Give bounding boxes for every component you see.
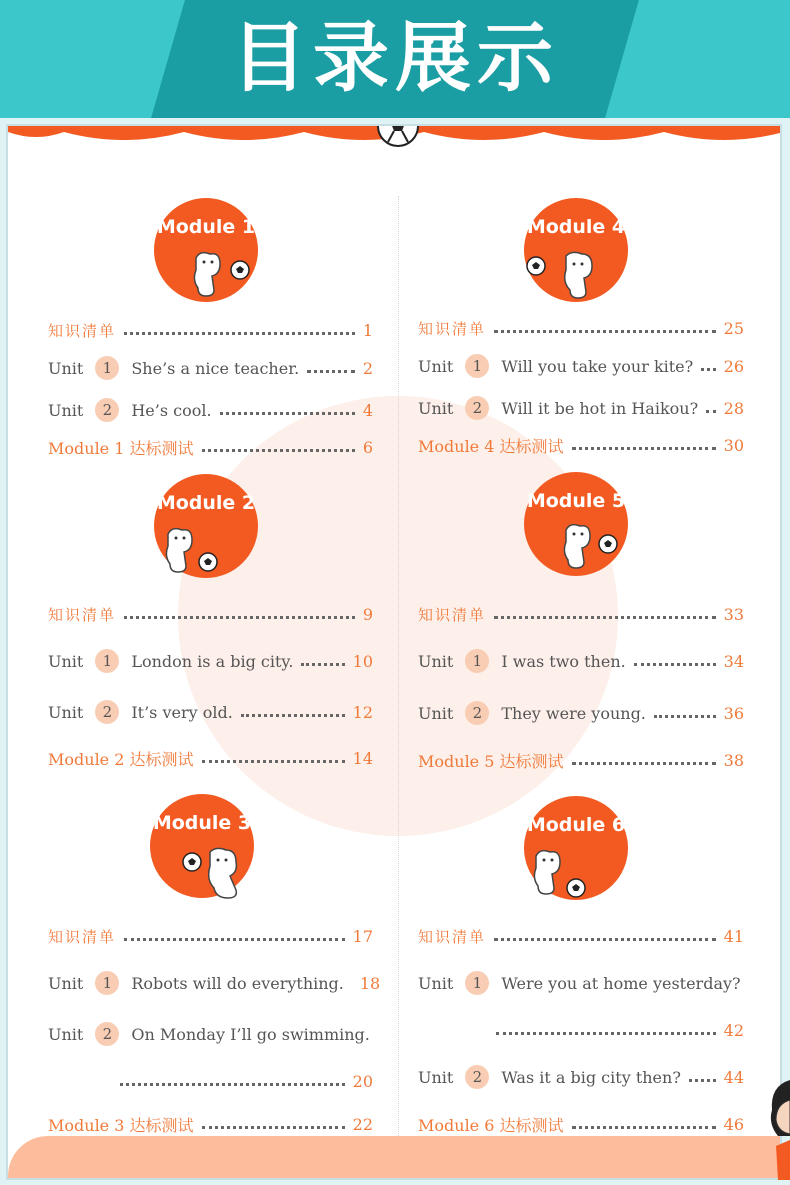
toc-row-continued[interactable]	[496, 1016, 744, 1044]
toc-row-unit[interactable]	[418, 1063, 744, 1091]
page-number: 46	[723, 1114, 744, 1134]
leader-dots	[706, 410, 715, 413]
module-badge-label: Module 3	[152, 812, 252, 834]
leader-dots	[124, 938, 345, 941]
leader-dots	[494, 616, 716, 619]
page-number: 41	[723, 926, 744, 946]
unit-label: Unit	[48, 358, 84, 378]
dino-mascot-icon	[180, 846, 256, 902]
soccer-ball-icon	[376, 124, 420, 148]
page-number: 9	[362, 604, 373, 624]
unit-number-badge: 1	[465, 649, 489, 673]
checklist-label: 知识清单	[418, 927, 487, 946]
toc-row-continued[interactable]	[120, 1067, 373, 1095]
page-number: 36	[723, 703, 744, 723]
leader-dots	[241, 714, 345, 717]
unit-number-badge: 1	[95, 356, 119, 380]
toc-row-unit[interactable]	[48, 396, 373, 424]
page-number: 6	[362, 437, 373, 457]
unit-label: Unit	[48, 973, 84, 993]
page-number: 30	[723, 435, 744, 455]
page-title: 目录展示	[231, 13, 559, 102]
unit-number-badge: 2	[95, 1022, 119, 1046]
module-badge	[524, 796, 628, 900]
dino-mascot-icon	[158, 526, 220, 576]
toc-row-checklist[interactable]	[48, 922, 373, 950]
checklist-label: 知识清单	[48, 321, 117, 340]
module-badge	[154, 198, 258, 302]
module-badge-label: Module 2	[156, 492, 256, 514]
toc-row-checklist[interactable]	[48, 316, 373, 344]
module-test-label: Module 2 达标测试	[48, 749, 194, 769]
unit-title: She’s a nice teacher.	[131, 358, 300, 378]
unit-label: Unit	[418, 703, 454, 723]
checklist-label: 知识清单	[48, 605, 117, 624]
unit-number-badge: 1	[95, 971, 119, 995]
module-badge	[524, 198, 628, 302]
unit-title: On Monday I’ll go swimming.	[131, 1024, 370, 1044]
toc-row-unit[interactable]	[418, 969, 744, 997]
page-number: 22	[352, 1114, 373, 1134]
toc-row-unit[interactable]	[48, 698, 373, 726]
module-badge-label: Module 4	[526, 216, 626, 238]
dino-mascot-icon	[190, 250, 252, 300]
toc-row-unit[interactable]	[48, 647, 373, 675]
column-divider	[398, 196, 399, 1136]
checklist-label: 知识清单	[48, 927, 117, 946]
leader-dots	[202, 760, 345, 763]
leader-dots	[689, 1079, 716, 1082]
leader-dots	[202, 449, 355, 452]
page-number: 4	[362, 400, 373, 420]
leader-dots	[572, 1126, 716, 1129]
toc-row-unit[interactable]	[48, 1020, 373, 1048]
toc-row-test[interactable]	[418, 1110, 744, 1138]
leader-dots	[494, 330, 716, 333]
module-badge	[524, 472, 628, 576]
dino-mascot-icon	[524, 848, 604, 902]
checklist-label: 知识清单	[418, 319, 487, 338]
toc-row-unit[interactable]	[418, 394, 744, 422]
unit-title: Will it be hot in Haikou?	[501, 398, 699, 418]
page-number: 20	[352, 1071, 373, 1091]
module-badge	[150, 794, 254, 898]
page-number: 33	[723, 604, 744, 624]
leader-dots	[654, 715, 716, 718]
unit-number-badge: 1	[95, 649, 119, 673]
toc-row-checklist[interactable]	[418, 314, 744, 342]
page-number: 17	[352, 926, 373, 946]
leader-dots	[307, 370, 355, 373]
leader-dots	[496, 1032, 716, 1035]
unit-number-badge: 2	[465, 701, 489, 725]
unit-number-badge: 2	[465, 396, 489, 420]
unit-number-badge: 2	[95, 398, 119, 422]
leader-dots	[701, 368, 715, 371]
leader-dots	[124, 616, 355, 619]
page-number: 34	[723, 651, 744, 671]
module-test-label: Module 3 达标测试	[48, 1115, 194, 1135]
page-number: 2	[362, 358, 373, 378]
module-test-label: Module 4 达标测试	[418, 436, 564, 456]
module-badge-label: Module 1	[156, 216, 256, 238]
unit-label: Unit	[418, 398, 454, 418]
toc-row-unit[interactable]	[418, 352, 744, 380]
module-badge-label: Module 6	[526, 814, 626, 836]
module-badge-label: Module 5	[526, 490, 626, 512]
unit-label: Unit	[418, 1067, 454, 1087]
unit-label: Unit	[48, 400, 84, 420]
unit-label: Unit	[418, 356, 454, 376]
leader-dots	[572, 762, 716, 765]
cartoon-boy-icon	[764, 1080, 790, 1180]
leader-dots	[572, 447, 716, 450]
toc-row-test[interactable]	[48, 1110, 373, 1138]
unit-number-badge: 2	[95, 700, 119, 724]
page-number: 38	[723, 750, 744, 770]
page-number: 25	[723, 318, 744, 338]
contents-page	[6, 124, 782, 1180]
leader-dots	[301, 663, 344, 666]
header-banner	[0, 0, 790, 118]
leader-dots	[124, 332, 355, 335]
toc-row-test[interactable]	[48, 744, 373, 772]
dino-mascot-icon	[524, 250, 600, 302]
toc-row-unit[interactable]	[48, 969, 381, 997]
toc-row-checklist[interactable]	[418, 600, 744, 628]
page-number: 10	[352, 651, 373, 671]
unit-label: Unit	[48, 651, 84, 671]
module-test-label: Module 1 达标测试	[48, 438, 194, 458]
page-number: 44	[723, 1067, 744, 1087]
page-number: 42	[723, 1020, 744, 1040]
toc-row-checklist[interactable]	[418, 922, 744, 950]
page-number: 26	[723, 356, 744, 376]
unit-title: They were young.	[501, 703, 646, 723]
unit-number-badge: 1	[465, 354, 489, 378]
checklist-label: 知识清单	[418, 605, 487, 624]
page-number: 14	[352, 748, 373, 768]
toc-row-unit[interactable]	[418, 647, 744, 675]
toc-row-test[interactable]	[418, 746, 744, 774]
footer-band	[8, 1136, 782, 1178]
unit-label: Unit	[418, 651, 454, 671]
unit-number-badge: 1	[465, 971, 489, 995]
unit-title: Was it a big city then?	[501, 1067, 681, 1087]
dino-mascot-icon	[558, 522, 622, 574]
page-number: 18	[359, 973, 381, 993]
toc-row-unit[interactable]	[48, 354, 373, 382]
leader-dots	[220, 412, 355, 415]
page-number: 1	[362, 320, 373, 340]
unit-title: It’s very old.	[131, 702, 233, 722]
unit-title: Will you take your kite?	[501, 356, 694, 376]
toc-row-checklist[interactable]	[48, 600, 373, 628]
unit-title: Were you at home yesterday?	[501, 973, 741, 993]
leader-dots	[494, 938, 716, 941]
unit-number-badge: 2	[465, 1065, 489, 1089]
module-test-label: Module 5 达标测试	[418, 751, 564, 771]
leader-dots	[634, 663, 716, 666]
toc-row-test[interactable]	[418, 431, 744, 459]
unit-title: London is a big city.	[131, 651, 294, 671]
leader-dots	[202, 1126, 345, 1129]
toc-row-test[interactable]	[48, 433, 373, 461]
unit-label: Unit	[48, 1024, 84, 1044]
unit-title: He’s cool.	[131, 400, 212, 420]
toc-row-unit[interactable]	[418, 699, 744, 727]
leader-dots	[120, 1083, 345, 1086]
unit-title: I was two then.	[501, 651, 626, 671]
unit-label: Unit	[418, 973, 454, 993]
unit-title: Robots will do everything.	[131, 973, 344, 993]
unit-label: Unit	[48, 702, 84, 722]
page-number: 28	[723, 398, 744, 418]
page-number: 12	[352, 702, 373, 722]
module-badge	[154, 474, 258, 578]
module-test-label: Module 6 达标测试	[418, 1115, 564, 1135]
